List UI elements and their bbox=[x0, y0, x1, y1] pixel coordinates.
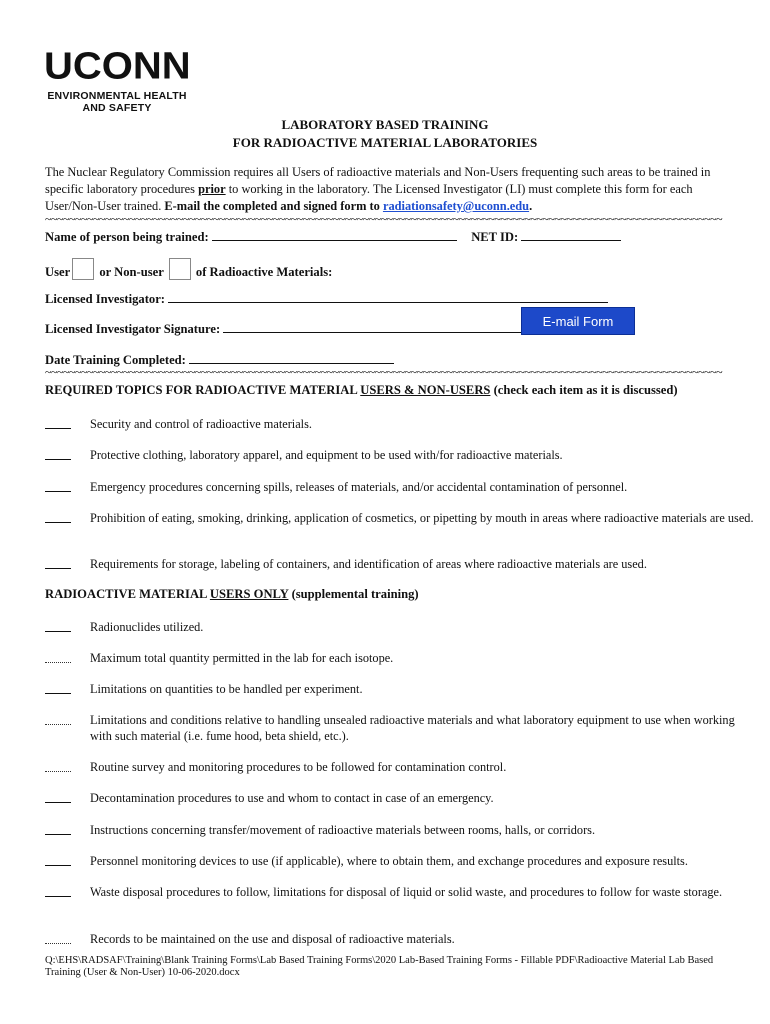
item-text: Waste disposal procedures to follow, limitations for disposal of liquid or solid waste, and procedures to follow for waste storage. bbox=[90, 885, 723, 899]
item-text: Decontamination procedures to use and whom to contact in case of an emergency. bbox=[90, 791, 494, 805]
item-check-line[interactable] bbox=[45, 853, 71, 866]
list-item bbox=[45, 822, 755, 838]
intro-prior: prior bbox=[198, 182, 226, 196]
date-completed-input[interactable] bbox=[189, 351, 394, 364]
item-check-line[interactable] bbox=[45, 619, 71, 632]
uconn-ehs-logo bbox=[44, 46, 191, 114]
page-title-line1: LABORATORY BASED TRAINING bbox=[281, 117, 489, 132]
list-item bbox=[45, 790, 755, 806]
list-item bbox=[45, 447, 755, 463]
item-check-line[interactable] bbox=[45, 556, 71, 569]
list-item bbox=[45, 712, 755, 744]
separator-bottom: ~~~~~~~~~~~~~~~~~~~~~~~~~~~~~~~~~~~~~~~~~~~~~~~~~~~~~~~~~~~~~~~~~~~~~~~~~~~~~~~~~~~~~~~~~~~~~~~~~~~~~~~~~~~~~~~~~ bbox=[45, 367, 723, 379]
licensed-investigator-label: Licensed Investigator: bbox=[45, 292, 165, 306]
list-item bbox=[45, 416, 755, 432]
email-link[interactable]: radiationsafety@uconn.edu bbox=[382, 199, 530, 213]
nonuser-label: or Non-user bbox=[99, 265, 164, 279]
li-signature-row bbox=[45, 320, 593, 337]
item-text: Limitations and conditions relative to handling unsealed radioactive materials and what laboratory equipment to use when working with such material (i.e. fume hood, beta shield, etc.). bbox=[90, 713, 735, 743]
section2-heading-suffix: (supplemental training) bbox=[288, 587, 419, 601]
logo-subtitle bbox=[44, 90, 190, 114]
item-check-line[interactable] bbox=[45, 447, 71, 460]
item-text: Personnel monitoring devices to use (if applicable), where to obtain them, and exchange procedures and exposure results. bbox=[90, 854, 688, 868]
list-item bbox=[45, 759, 755, 775]
list-item bbox=[45, 556, 755, 572]
item-check-line[interactable] bbox=[45, 759, 71, 772]
item-check-line[interactable] bbox=[45, 822, 71, 835]
item-check-line[interactable] bbox=[45, 416, 71, 429]
user-label: User bbox=[45, 265, 71, 279]
section1-heading-underlined: USERS & NON-USERS bbox=[360, 383, 491, 397]
list-item bbox=[45, 853, 755, 869]
section-users-only-heading bbox=[45, 587, 419, 602]
logo-wordmark: UCONN bbox=[44, 45, 191, 87]
list-item bbox=[45, 931, 755, 947]
intro-period: . bbox=[529, 199, 533, 213]
item-text: Emergency procedures concerning spills, releases of materials, and/or accidental contamination of personnel. bbox=[90, 480, 628, 494]
logo-subtitle-line1: ENVIRONMENTAL HEALTH bbox=[47, 90, 187, 102]
email-form-button[interactable]: E-mail Form bbox=[521, 307, 635, 335]
item-check-line[interactable] bbox=[45, 931, 71, 944]
user-type-row bbox=[45, 258, 332, 280]
net-id-label: NET ID: bbox=[471, 230, 519, 244]
date-completed-row bbox=[45, 351, 394, 368]
item-check-line[interactable] bbox=[45, 681, 71, 694]
list-item bbox=[45, 681, 755, 697]
section-users-nonusers-heading bbox=[45, 383, 678, 398]
date-completed-label: Date Training Completed: bbox=[45, 353, 186, 367]
item-check-line[interactable] bbox=[45, 650, 71, 663]
item-text: Maximum total quantity permitted in the lab for each isotope. bbox=[90, 651, 394, 665]
item-text: Limitations on quantities to be handled per experiment. bbox=[90, 682, 363, 696]
list-item bbox=[45, 619, 755, 635]
item-text: Requirements for storage, labeling of containers, and identification of areas where radioactive materials are used. bbox=[90, 557, 647, 571]
list-item bbox=[45, 884, 755, 900]
net-id-input[interactable] bbox=[521, 228, 621, 241]
item-text: Radionuclides utilized. bbox=[90, 620, 204, 634]
item-check-line[interactable] bbox=[45, 510, 71, 523]
section2-heading-prefix: RADIOACTIVE MATERIAL bbox=[45, 587, 210, 601]
item-text: Records to be maintained on the use and disposal of radioactive materials. bbox=[90, 932, 455, 946]
section1-heading-prefix: REQUIRED TOPICS FOR RADIOACTIVE MATERIAL bbox=[45, 383, 361, 397]
list-item bbox=[45, 479, 755, 495]
user-checkbox[interactable] bbox=[72, 258, 94, 280]
intro-paragraph bbox=[45, 164, 745, 215]
section2-heading-underlined: USERS ONLY bbox=[209, 587, 289, 601]
item-check-line[interactable] bbox=[45, 790, 71, 803]
separator-top: ~~~~~~~~~~~~~~~~~~~~~~~~~~~~~~~~~~~~~~~~~~~~~~~~~~~~~~~~~~~~~~~~~~~~~~~~~~~~~~~~~~~~~~~~~~~~~~~~~~~~~~~~~~~~~~~~~ bbox=[45, 214, 723, 226]
item-text: Routine survey and monitoring procedures to be followed for contamination control. bbox=[90, 760, 507, 774]
item-check-line[interactable] bbox=[45, 479, 71, 492]
item-check-line[interactable] bbox=[45, 712, 71, 725]
item-text: Protective clothing, laboratory apparel, and equipment to be used with/for radioactive materials. bbox=[90, 448, 563, 462]
item-text: Security and control of radioactive materials. bbox=[90, 417, 312, 431]
nonuser-checkbox[interactable] bbox=[169, 258, 191, 280]
item-text: Instructions concerning transfer/movement of radioactive materials between rooms, halls, or corridors. bbox=[90, 823, 596, 837]
licensed-investigator-row bbox=[45, 290, 608, 307]
file-path-footer: Q:\EHS\RADSAF\Training\Blank Training Forms\Lab Based Training Forms\2020 Lab-Based Training Forms - Fillable PDF\Radioactive Material Lab Based Training (User & Non-User) 10-06-2020.docx bbox=[45, 955, 714, 978]
intro-email-instruction: E-mail the completed and signed form to bbox=[164, 199, 383, 213]
item-check-line[interactable] bbox=[45, 884, 71, 897]
trainee-name-row bbox=[45, 228, 621, 245]
materials-label: of Radioactive Materials: bbox=[195, 265, 333, 279]
list-item bbox=[45, 650, 755, 666]
licensed-investigator-input[interactable] bbox=[168, 290, 608, 303]
page-title-line2: FOR RADIOACTIVE MATERIAL LABORATORIES bbox=[232, 135, 538, 150]
trainee-name-label: Name of person being trained: bbox=[45, 230, 209, 244]
section1-heading-suffix: (check each item as it is discussed) bbox=[490, 383, 678, 397]
intro-text-part2: to working in the laboratory. The Licensed Investigator (LI) must complete this form for each User/Non-User trained. bbox=[45, 182, 693, 213]
intro-text-part1: The Nuclear Regulatory Commission requires all Users of radioactive materials and Non-Users frequenting such areas to be trained in specific laboratory procedures bbox=[45, 165, 711, 196]
logo-subtitle-line2: AND SAFETY bbox=[82, 102, 152, 114]
item-text: Prohibition of eating, smoking, drinking, application of cosmetics, or pipetting by mouth in areas where radioactive materials are used. bbox=[90, 511, 754, 525]
list-item bbox=[45, 510, 755, 526]
li-signature-label: Licensed Investigator Signature: bbox=[45, 322, 221, 336]
trainee-name-input[interactable] bbox=[212, 228, 457, 241]
